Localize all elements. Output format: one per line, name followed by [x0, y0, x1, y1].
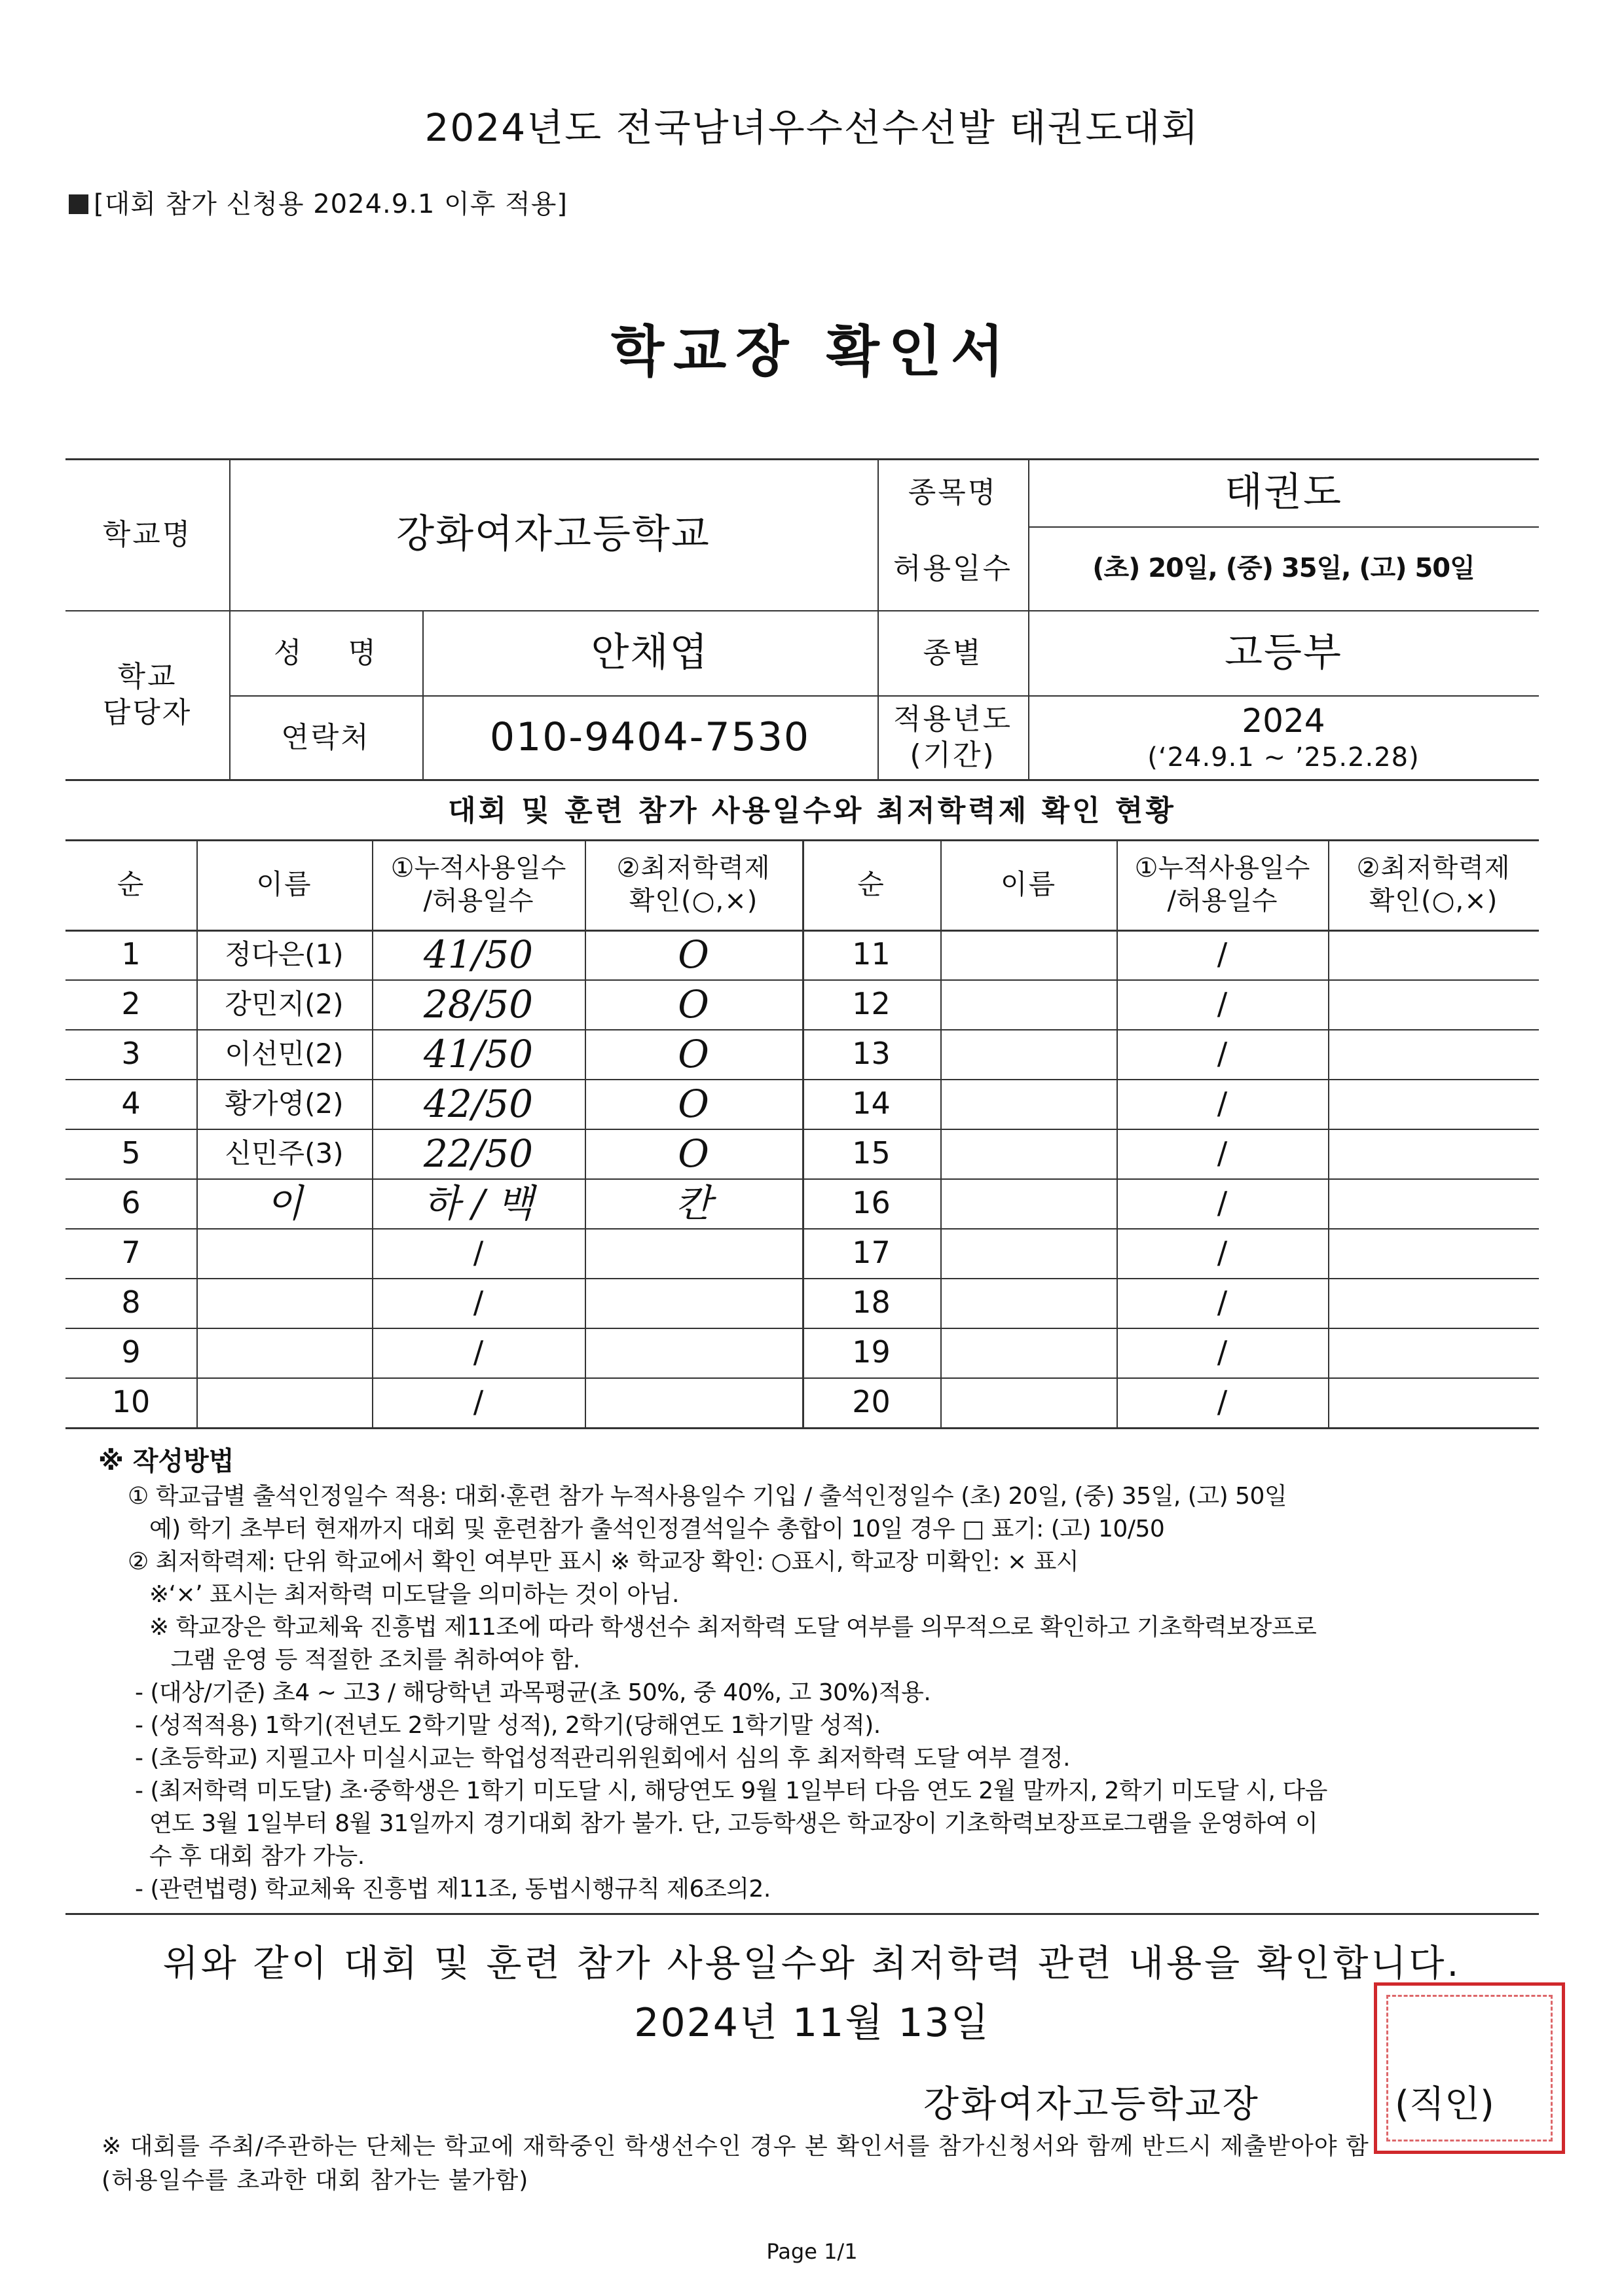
- row-days: /: [473, 1334, 484, 1370]
- year-period: (‘24.9.1 ~ ’25.2.28): [1147, 742, 1420, 773]
- row-no: 19: [852, 1334, 891, 1370]
- header-check-right: ②최저학력제 확인(○,×): [1356, 853, 1511, 916]
- row-no: 14: [852, 1085, 891, 1121]
- row-check: O: [678, 1031, 709, 1076]
- method-line: - (대상/기준) 초4 ~ 고3 / 해당학년 과목평균(초 50%, 중 40%, 고 30%)적용.: [128, 1679, 931, 1706]
- row-check: [1328, 1029, 1539, 1079]
- row-name: [940, 1328, 1116, 1377]
- row-check: O: [678, 932, 709, 977]
- row-check: [585, 1377, 802, 1427]
- row-no: 7: [121, 1235, 141, 1271]
- row-name: [196, 1278, 372, 1328]
- row-name: [940, 1178, 1116, 1228]
- row-days: /: [1217, 1235, 1228, 1271]
- row-days: /: [1217, 1085, 1228, 1121]
- row-days: 41/50: [423, 932, 534, 977]
- sport-value: 태권도: [1225, 469, 1342, 515]
- row-no: 16: [852, 1185, 891, 1221]
- row-name: 이선민(2): [225, 1037, 344, 1070]
- row-name: [940, 1228, 1116, 1278]
- status-table: [65, 839, 1539, 1429]
- row-no: 15: [852, 1135, 891, 1171]
- row-no: 3: [121, 1036, 141, 1072]
- row-check: [585, 1278, 802, 1328]
- confirm-date: 2024년 11월 13일: [634, 2000, 990, 2046]
- method-line: ② 최저학력제: 단위 학교에서 확인 여부만 표시 ※ 학교장 확인: ○표시, 학교장 미확인: × 표시: [128, 1548, 1079, 1575]
- row-no: 12: [852, 986, 891, 1022]
- row-days: 28/50: [423, 981, 534, 1027]
- row-name: [940, 1079, 1116, 1129]
- official-seal-stamp: [1374, 1982, 1565, 2154]
- row-check: O: [678, 1131, 709, 1176]
- school-label: 학교명: [102, 517, 193, 551]
- notice-line: [69, 183, 568, 221]
- document-title: 학교장 확인서: [610, 319, 1014, 384]
- row-days: /: [1217, 936, 1228, 972]
- division-value: 고등부: [1225, 629, 1342, 676]
- row-check: [1328, 1278, 1539, 1328]
- manager-label: 학교 담당자: [102, 660, 193, 729]
- row-days: /: [1217, 1036, 1228, 1072]
- allowed-label: 허용일수: [893, 551, 1012, 585]
- name-label: 성 명: [274, 636, 378, 670]
- header-name-right: 이름: [1000, 867, 1057, 900]
- row-no: 8: [121, 1285, 141, 1321]
- row-no: 5: [121, 1135, 141, 1171]
- contact-label: 연락처: [281, 720, 371, 754]
- method-line: 예) 학기 초부터 현재까지 대회 및 훈련참가 출석인정결석일수 총합이 10일 경우 □ 표기: (고) 10/50: [128, 1516, 1165, 1542]
- division-label: 종별: [923, 636, 983, 670]
- row-name: [196, 1228, 372, 1278]
- row-name: 황가영(2): [225, 1087, 344, 1120]
- footnote-line: (허용일수를 초과한 대회 참가는 불가함): [101, 2167, 529, 2195]
- header-days-right: ①누적사용일수 /허용일수: [1134, 853, 1310, 916]
- allowed-value: (초) 20일, (중) 35일, (고) 50일: [1092, 553, 1475, 583]
- row-name: [940, 1377, 1116, 1427]
- row-name: [940, 979, 1116, 1029]
- header-name-left: 이름: [256, 867, 312, 900]
- row-days: /: [473, 1384, 484, 1420]
- row-no: 4: [121, 1085, 141, 1121]
- row-check: O: [678, 1081, 709, 1126]
- row-check: [585, 1328, 802, 1377]
- method-line: 수 후 대회 참가 가능.: [128, 1843, 365, 1870]
- school-name: 강화여자고등학교: [396, 511, 710, 557]
- year-label: 적용년도 (기간): [893, 702, 1012, 772]
- event-title: 2024년도 전국남녀우수선수선발 태권도대회: [424, 105, 1200, 150]
- row-check: [1328, 1228, 1539, 1278]
- row-check: [585, 1228, 802, 1278]
- header-days-left: ①누적사용일수 /허용일수: [390, 853, 566, 916]
- row-days: 22/50: [423, 1131, 534, 1176]
- row-check: [1328, 979, 1539, 1029]
- row-no: 17: [852, 1235, 891, 1271]
- sport-label: 종목명: [908, 475, 998, 509]
- divider: [65, 1913, 1539, 1915]
- row-days: /: [473, 1285, 484, 1321]
- row-check: [1328, 1377, 1539, 1427]
- method-heading: ※ 작성방법: [98, 1446, 234, 1476]
- row-name: [940, 1129, 1116, 1178]
- row-name: [196, 1377, 372, 1427]
- row-no: 20: [852, 1384, 891, 1420]
- notice-text: [대회 참가 신청용 2024.9.1 이후 적용]: [94, 189, 568, 219]
- row-days: 하 / 백: [423, 1180, 534, 1226]
- row-days: /: [1217, 986, 1228, 1022]
- method-line: ※‘×’ 표시는 최저학력 미도달을 의미하는 것이 아님.: [128, 1581, 679, 1608]
- row-name: [940, 1029, 1116, 1079]
- row-no: 18: [852, 1285, 891, 1321]
- row-check: 칸: [674, 1180, 712, 1226]
- row-no: 1: [121, 936, 141, 972]
- row-check: [1328, 930, 1539, 979]
- row-no: 6: [121, 1185, 141, 1221]
- row-name: 이: [265, 1180, 303, 1226]
- row-name: 신민주(3): [225, 1137, 344, 1169]
- method-line: ※ 학교장은 학교체육 진흥법 제11조에 따라 학생선수 최저학력 도달 여부를 의무적으로 확인하고 기초학력보장프로: [128, 1614, 1317, 1641]
- row-days: /: [1217, 1285, 1228, 1321]
- row-days: /: [473, 1235, 484, 1271]
- row-no: 9: [121, 1334, 141, 1370]
- section-title: 대회 및 훈련 참가 사용일수와 최저학력제 확인 현황: [448, 794, 1176, 828]
- row-days: /: [1217, 1384, 1228, 1420]
- row-no: 2: [121, 986, 141, 1022]
- method-line: ① 학교급별 출석인정일수 적용: 대회·훈련 참가 누적사용일수 기입 / 출석인정일수 (초) 20일, (중) 35일, (고) 50일: [128, 1483, 1287, 1510]
- header-check-left: ②최저학력제 확인(○,×): [616, 853, 771, 916]
- row-no: 11: [852, 936, 891, 972]
- year-cell: [1028, 695, 1539, 779]
- square-bullet-icon: [69, 194, 88, 214]
- method-line: - (관련법령) 학교체육 진흥법 제11조, 동법시행규칙 제6조의2.: [128, 1876, 771, 1903]
- footnote-line: ※ 대회를 주최/주관하는 단체는 학교에 재학중인 학생선수인 경우 본 확인서를 참가신청서와 함께 반드시 제출받아야 함: [101, 2133, 1369, 2160]
- contact-value: 010-9404-7530: [489, 714, 811, 760]
- info-table: [65, 458, 1539, 780]
- row-no: 10: [111, 1384, 151, 1420]
- row-days: 42/50: [423, 1081, 534, 1126]
- principal-name: 강화여자고등학교장: [923, 2083, 1260, 2126]
- row-check: [1328, 1328, 1539, 1377]
- header-no-right: 순: [857, 867, 885, 900]
- row-check: O: [678, 981, 709, 1027]
- row-name: [940, 930, 1116, 979]
- method-line: - (성적적용) 1학기(전년도 2학기말 성적), 2학기(당해연도 1학기말 성적).: [128, 1712, 881, 1739]
- row-days: /: [1217, 1185, 1228, 1221]
- row-no: 13: [852, 1036, 891, 1072]
- row-days: /: [1217, 1135, 1228, 1171]
- method-line: - (초등학교) 지필고사 미실시교는 학업성적관리위원회에서 심의 후 최저학력 도달 여부 결정.: [128, 1745, 1071, 1772]
- method-line: - (최저학력 미도달) 초·중학생은 1학기 미도달 시, 해당연도 9월 1일부터 다음 연도 2월 말까지, 2학기 미도달 시, 다음: [128, 1777, 1327, 1804]
- row-name: [940, 1278, 1116, 1328]
- header-no-left: 순: [117, 867, 145, 900]
- page-number: Page 1/1: [766, 2239, 858, 2264]
- year-value: 2024: [1242, 701, 1325, 740]
- row-check: [1328, 1129, 1539, 1178]
- row-name: 강민지(2): [225, 987, 344, 1020]
- row-check: [1328, 1178, 1539, 1228]
- row-days: /: [1217, 1334, 1228, 1370]
- row-name: [196, 1328, 372, 1377]
- method-line: 연도 3월 1일부터 8월 31일까지 경기대회 참가 불가. 단, 고등학생은 학교장이 기초학력보장프로그램을 운영하여 이: [128, 1810, 1318, 1837]
- row-days: 41/50: [423, 1031, 534, 1076]
- method-line: 그램 운영 등 적절한 조치를 취하여야 함.: [128, 1647, 580, 1673]
- row-name: 정다은(1): [225, 938, 344, 970]
- confirm-statement: 위와 같이 대회 및 훈련 참가 사용일수와 최저학력 관련 내용을 확인합니다.: [162, 1942, 1462, 1985]
- manager-name: 안채엽: [591, 629, 709, 676]
- footnote: [101, 2130, 1555, 2198]
- row-check: [1328, 1079, 1539, 1129]
- seal-label: (직인): [1395, 2083, 1494, 2126]
